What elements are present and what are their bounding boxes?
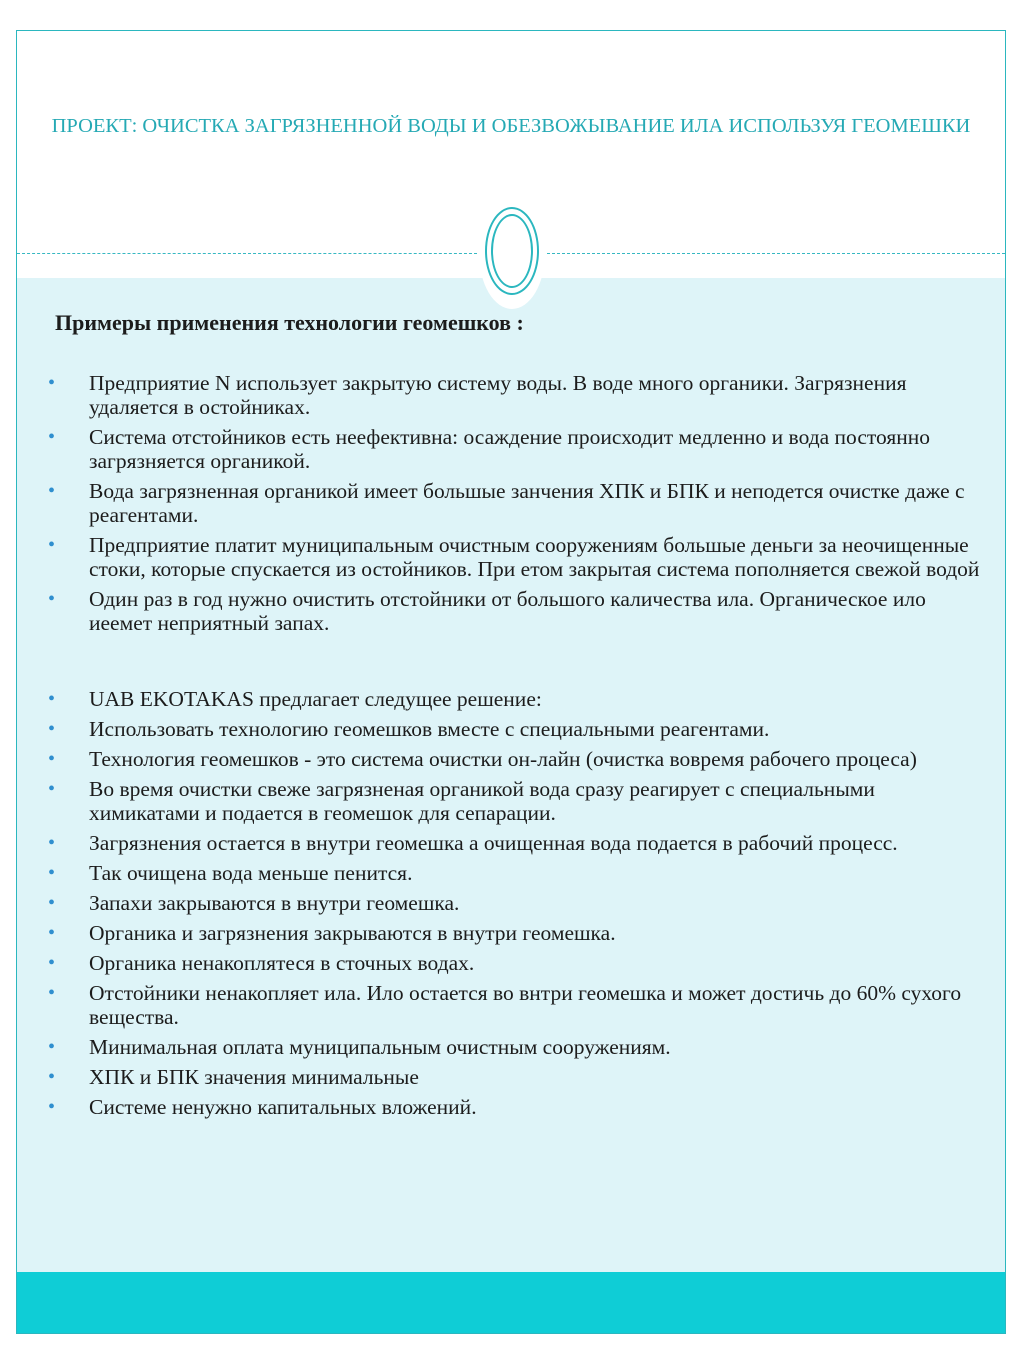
bullet-icon: • [48,718,56,740]
bullet-icon: • [48,1036,56,1058]
bullet-icon: • [48,480,56,502]
list-item-text: Предприятие N использует закрытую систему воды. В воде много органики. Загрязнения удаляется в остойниках. [89,371,907,419]
solution-list [47,687,987,1125]
problem-item [47,587,987,635]
solution-item [47,747,987,771]
bullet-icon: • [48,922,56,944]
list-item-text: Вода загрязненная органикой имеет большые занчения ХПК и БПК и неподется очистке даже с реагентами. [89,479,965,527]
list-item-text: Запахи закрываются в внутри геомешка. [89,891,460,915]
slide-frame [16,30,1006,1334]
bullet-icon: • [48,426,56,448]
list-item-text: Отстойники ненакопляет ила. Ило остается во внтри геомешка и может достичь до 60% сухого вещества. [89,981,962,1029]
problem-item [47,479,987,527]
bullet-icon: • [48,588,56,610]
bullet-icon: • [48,688,56,710]
list-item-text: Так очищена вода меньше пенится. [89,861,413,885]
list-item-text: Органика ненакоплятеся в сточных водах. [89,951,475,975]
solution-item [47,717,987,741]
list-item-text: Органика и загрязнения закрываются в внутри геомешка. [89,921,616,945]
list-item-text: Во время очистки свеже загрязненая органикой вода сразу реагирует с специальными химикатами и подается в геомешок для сепарации. [89,777,875,825]
problem-item [47,371,987,419]
solution-item [47,891,987,915]
list-item-text: Использовать технологию геомешков вместе с специальными реагентами. [89,717,770,741]
bullet-icon: • [48,778,56,800]
bullet-icon: • [48,832,56,854]
solution-item [47,921,987,945]
slide-title: ПРОЕКТ: ОЧИСТКА ЗАГРЯЗНЕННОЙ ВОДЫ И ОБЕЗВОЖЫВАНИЕ ИЛА ИСПОЛЬЗУЯ ГЕОМЕШКИ [51,115,971,137]
section-heading: Примеры применения технологии геомешков : [55,310,524,335]
bullet-icon: • [48,1096,56,1118]
bullet-icon: • [48,748,56,770]
list-item-text: Один раз в год нужно очистить отстойники от большого каличества ила. Органическое ило иеемет неприятный запах. [89,587,926,635]
footer-band [17,1272,1005,1333]
solution-item [47,1095,987,1119]
list-item-text: ХПК и БПК значения минимальные [89,1065,419,1089]
bullet-icon: • [48,952,56,974]
solution-item [47,981,987,1029]
problem-item [47,425,987,473]
bullet-icon: • [48,534,56,556]
list-item-text: Системе ненужно капитальных вложений. [89,1095,477,1119]
bullet-icon: • [48,372,56,394]
problems-list [47,371,987,641]
list-item-text: Система отстойников есть неефективна: осаждение происходит медленно и вода постоянно загрязняется органикой. [89,425,930,473]
list-item-text: Минимальная оплата муниципальным очистным сооружениям. [89,1035,671,1059]
list-item-text: Технология геомешков - это система очистки он-лайн (очистка вовремя рабочего процеса) [89,747,917,771]
oval-ornament-inner-icon [491,214,533,288]
divider-left [17,253,477,254]
solution-item [47,861,987,885]
divider-right [547,253,1005,254]
bullet-icon: • [48,892,56,914]
list-item-text: Предприятие платит муниципальным очистным сооружениям большые деньги за неочищенные стоки, которые спускается из остойников. При етом закрытая система пополняется свежой водой [89,533,980,581]
bullet-icon: • [48,982,56,1004]
solution-item [47,951,987,975]
bullet-icon: • [48,1066,56,1088]
solution-item [47,687,987,711]
problem-item [47,533,987,581]
list-item-text: Загрязнения остается в внутри геомешка а очищенная вода подается в рабочий процесс. [89,831,898,855]
solution-item [47,1065,987,1089]
list-item-text: UAB EKOTAKAS предлагает следущее решение: [89,687,542,711]
solution-item [47,831,987,855]
bullet-icon: • [48,862,56,884]
solution-item [47,1035,987,1059]
solution-item [47,777,987,825]
